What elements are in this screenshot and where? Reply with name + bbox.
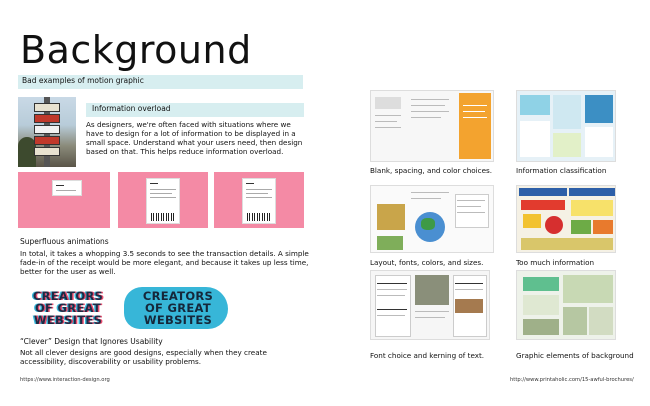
superfluous-text: In total, it takes a whopping 3.5 seconds to see the transaction details. A simple fade-in of the receipt would be more elegant, and because it takes up less time, better for the user as well. [20,249,309,276]
sign-plate [34,147,60,156]
receipt-panel [18,172,110,228]
creators-clean-image [120,285,230,331]
page-title: Background [20,28,252,72]
brochure-caption: Layout, fonts, colors, and sizes. [370,258,484,267]
superfluous-heading: Superfluous animations [20,237,109,246]
clever-heading: “Clever” Design that Ignores Usability [20,337,163,346]
receipt-card [146,178,180,224]
sign-plate [34,136,60,145]
receipt-card [52,180,82,196]
brochure-caption: Blank, spacing, and color choices. [370,166,493,175]
barcode-icon [151,213,175,221]
receipt-card [242,178,276,224]
brochure-caption: Graphic elements of background [516,351,634,360]
overload-heading: Information overload [92,104,171,113]
receipt-panel [118,172,208,228]
brochure-thumbnail [516,90,616,162]
brochure-thumbnail [516,185,616,253]
brochure-thumbnail [370,270,490,340]
creators-line: WEBSITES [143,313,213,327]
sign-photo [18,97,76,167]
creators-line: CREATORS [32,289,104,303]
creators-line: CREATORS [142,289,214,303]
brochure-caption: Information classification [516,166,607,175]
overload-band [86,103,304,117]
creators-line: OF GREAT [144,301,212,315]
creators-glitch-image [18,285,118,331]
receipt-panel [214,172,304,228]
barcode-icon [247,213,271,221]
creators-line: OF GREAT [34,301,102,315]
section-band-label: Bad examples of motion graphic [22,76,144,85]
brochure-thumbnail [370,185,494,253]
clever-text: Not all clever designs are good designs, especially when they create accessibility, discoverability or usability problems. [20,348,267,366]
brochure-thumbnail [516,270,616,340]
brochure-caption: Font choice and kerning of text. [370,351,485,360]
brochure-caption: Too much information [516,258,595,267]
sign-plate [34,114,60,123]
source-url-right[interactable]: http://www.printaholic.com/15-awful-brochures/ [510,377,634,383]
source-url-left[interactable]: https://www.interaction-design.org [20,377,110,383]
overload-text: As designers, we're often faced with situations where we have to design for a lot of information to be displayed in a small space. Understand what your users need, then design based on that. This helps reduce information overload. [86,120,303,156]
sign-plate [34,103,60,112]
sign-plate [34,125,60,134]
brochure-thumbnail [370,90,494,162]
section-band [18,75,303,89]
creators-line: WEBSITES [33,313,103,327]
